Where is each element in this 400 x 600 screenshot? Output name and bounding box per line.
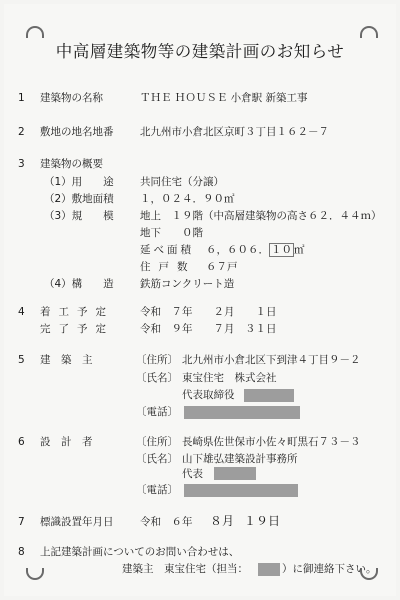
item-5-label: 建 築 主 [40, 354, 93, 366]
contact-text-start: 建築主 東宝住宅（担当： [122, 563, 248, 575]
finish-date: 令和 ９年 ７月 ３１日 [140, 323, 277, 335]
building-name: ＴＨＥ ＨＯＵＳＥ 小倉駅 新築工事 [140, 92, 308, 104]
item-1-number: 1 [18, 92, 25, 104]
designer-tel-key: 〔電話〕 [136, 484, 178, 496]
item-7-label: 標識設置年月日 [40, 516, 114, 528]
contact-text-end: ）に御連絡下さい。 [282, 563, 377, 575]
site-area-value: １，０２４．９０㎡ [140, 193, 235, 205]
owner-address: 北九州市小倉北区下到津４丁目９－２ [182, 354, 361, 366]
sign-date-day: １９日 [244, 514, 281, 528]
item-6-number: 6 [18, 436, 25, 448]
owner-rep-redaction [244, 389, 294, 402]
item-8-number: 8 [18, 546, 25, 558]
owner-representative: 代表取締役 [182, 389, 235, 401]
structure-value: 鉄筋コンクリート造 [140, 278, 235, 290]
floor-area-unit: ㎡ [294, 244, 305, 256]
item-3-label: 建築物の概要 [40, 158, 103, 170]
dwelling-units-value: ６７戸 [206, 261, 238, 273]
item-7-number: 7 [18, 516, 25, 528]
start-date: 令和 ７年 ２月 １日 [140, 306, 277, 318]
dwelling-units-label: 住戸数 [140, 261, 196, 273]
scale-label: （3）規 模 [44, 210, 114, 222]
owner-name: 東宝住宅 株式会社 [182, 372, 277, 384]
item-5-number: 5 [18, 354, 25, 366]
start-label: 着工予定 [40, 306, 114, 318]
item-2-number: 2 [18, 126, 25, 138]
item-1-label: 建築物の名称 [40, 92, 103, 104]
contact-person-redaction [258, 563, 280, 576]
floor-area-value-main: ６，６０６． [206, 244, 269, 256]
scale-above-ground: 地上 １９階（中高層建築物の高さ６２．４４ｍ） [140, 210, 382, 222]
designer-representative: 代表 [182, 468, 203, 480]
usage-label: （1）用 途 [44, 176, 114, 188]
item-4-number: 4 [18, 306, 25, 318]
owner-tel-key: 〔電話〕 [136, 406, 178, 418]
owner-name-key: 〔氏名〕 [136, 372, 178, 384]
floor-area-value-decimal: １０ [271, 244, 292, 256]
designer-address-key: 〔住所〕 [136, 436, 178, 448]
item-8-label: 上記建築計画についてのお問い合わせは、 [40, 546, 240, 558]
floor-area-label: 延べ面積 [140, 244, 194, 256]
designer-tel-redaction [184, 484, 298, 497]
hanging-bracket-top-right [360, 26, 378, 38]
notice-title: 中高層建築物等の建築計画のお知らせ [55, 42, 345, 61]
site-area-label: （2）敷地面積 [44, 193, 114, 205]
hanging-bracket-top-left [26, 26, 44, 38]
item-2-label: 敷地の地名地番 [40, 126, 114, 138]
structure-label: （4）構 造 [44, 278, 114, 290]
designer-name: 山下雄弘建築設計事務所 [182, 453, 298, 465]
designer-name-key: 〔氏名〕 [136, 453, 178, 465]
finish-label: 完了予定 [40, 323, 114, 335]
usage-value: 共同住宅（分譲） [140, 176, 224, 188]
sign-date-month: ８月 [210, 514, 235, 528]
floor-area-value [206, 244, 305, 257]
sign-date-year: 令和 ６年 [140, 516, 193, 528]
site-address: 北九州市小倉北区京町３丁目１６２－７ [140, 126, 329, 138]
owner-tel-redaction [184, 406, 300, 419]
owner-address-key: 〔住所〕 [136, 354, 178, 366]
designer-address: 長崎県佐世保市小佐々町黒石７３－３ [182, 436, 361, 448]
item-3-number: 3 [18, 158, 25, 170]
designer-rep-redaction [214, 467, 256, 480]
item-6-label: 設 計 者 [40, 436, 93, 448]
scale-below-ground: 地下 ０階 [140, 227, 203, 239]
